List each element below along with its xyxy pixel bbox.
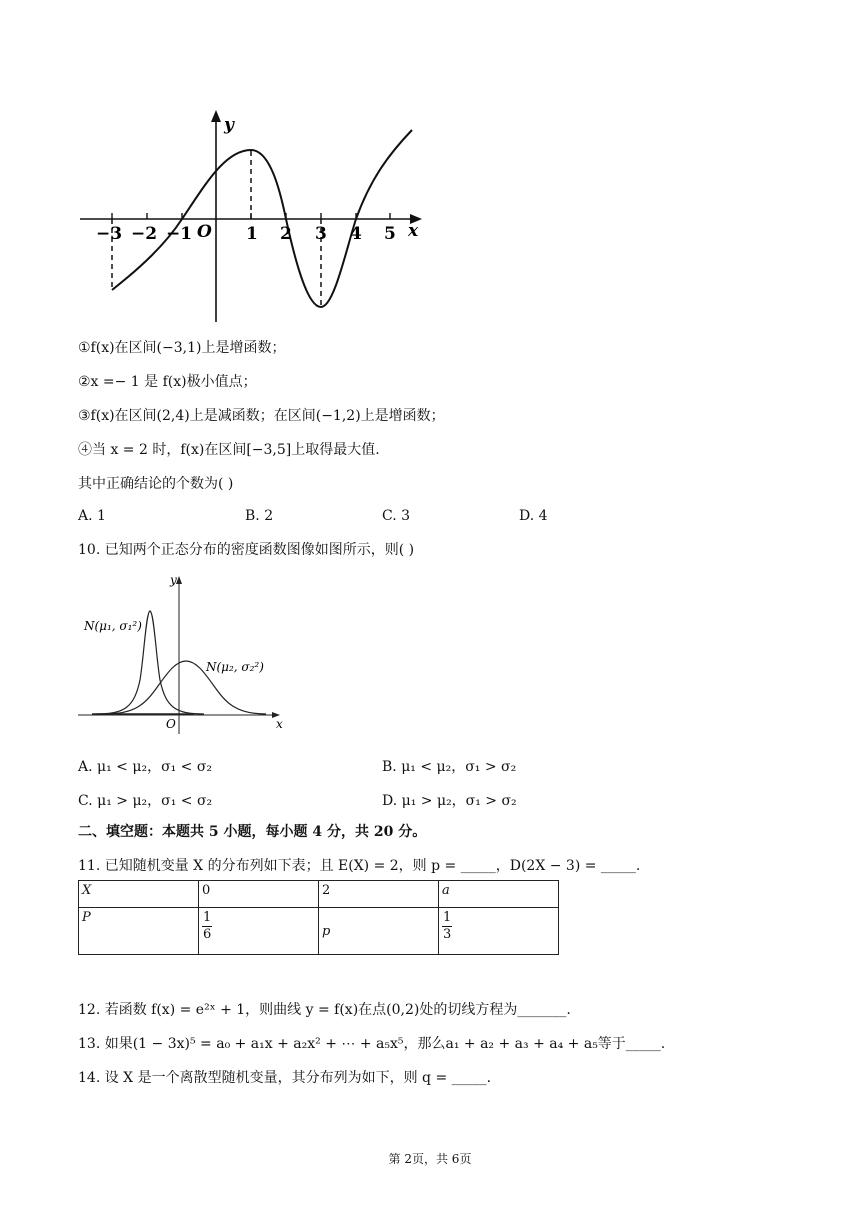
x-tick-label: −2 (131, 224, 158, 244)
table-row (79, 908, 559, 955)
y-axis-label: y (170, 573, 177, 587)
q10-option-d: D. μ₁ > μ₂，σ₁ > σ₂ (382, 793, 517, 809)
table-cell (199, 908, 319, 955)
y-axis-arrow (176, 576, 182, 584)
q13-text: 13. 如果(1 − 3x)⁵ = a₀ + a₁x + a₂x² + ⋯ + a₅x⁵，那么a₁ + a₂ + a₃ + a₄ + a₅等于_____. (78, 1036, 666, 1052)
x-tick-label: 2 (280, 224, 292, 244)
table-cell: X (79, 881, 199, 908)
origin-label: O (197, 222, 212, 242)
table-cell: p (319, 908, 439, 955)
fraction: $\frac{1}{3}$ (443, 910, 452, 942)
table-cell: P (79, 908, 199, 955)
x-tick-label: 5 (384, 224, 396, 244)
fraction: $\frac{1}{6}$ (203, 910, 212, 942)
curve-n1-label: N(μ₁, σ₁²) (84, 619, 142, 633)
q9-prompt: 其中正确结论的个数为( ) (78, 476, 234, 492)
x-tick-label: 4 (350, 224, 362, 244)
table-row (79, 881, 559, 908)
origin-label: O (166, 717, 176, 731)
q10-option-b: B. μ₁ < μ₂，σ₁ > σ₂ (382, 759, 517, 775)
function-graph (70, 100, 430, 330)
q9-option-b: B. 2 (245, 508, 274, 524)
q9-statement-4: ④当 x = 2 时，f(x)在区间[−3,5]上取得最大值. (78, 442, 380, 458)
q9-statement-3: ③f(x)在区间(2,4)上是减函数；在区间(−1,2)上是增函数； (78, 408, 445, 424)
q9-option-a: A. 1 (78, 508, 106, 524)
q12-text: 12. 若函数 f(x) = e²ˣ + 1，则曲线 y = f(x)在点(0,2)处的切线方程为_______. (78, 1002, 571, 1018)
q10-text: 10. 已知两个正态分布的密度函数图像如图所示，则( ) (78, 542, 415, 558)
table-cell: a (439, 881, 559, 908)
q11-distribution-table (78, 880, 559, 955)
y-axis-label: y (224, 115, 234, 135)
section-title: 二、填空题：本题共 5 小题，每小题 4 分，共 20 分。 (78, 824, 427, 840)
q9-option-d: D. 4 (519, 508, 548, 524)
q11-text: 11. 已知随机变量 X 的分布列如下表；且 E(X) = 2，则 p = _____，D(2X − 3) = _____. (78, 858, 641, 874)
x-axis-label: x (408, 221, 419, 241)
page-footer: 第 2页，共 6页 (388, 1152, 472, 1166)
q9-statement-1: ①f(x)在区间(−3,1)上是增函数； (78, 340, 286, 356)
q9-option-c: C. 3 (382, 508, 411, 524)
q14-text: 14. 设 X 是一个离散型随机变量，其分布列为如下，则 q = _____. (78, 1070, 492, 1086)
x-tick-label: −1 (166, 224, 193, 244)
q9-statement-2: ②x =− 1 是 f(x)极小值点； (78, 374, 257, 390)
x-tick-label: −3 (96, 224, 123, 244)
x-tick-label: 1 (246, 224, 258, 244)
table-cell (439, 908, 559, 955)
table-cell: 0 (199, 881, 319, 908)
q10-option-c: C. μ₁ > μ₂，σ₁ < σ₂ (78, 793, 213, 809)
y-axis-arrow (211, 110, 221, 122)
x-axis-label: x (276, 717, 283, 731)
curve-n2-label: N(μ₂, σ₂²) (206, 660, 264, 674)
normal-distribution-graph (76, 568, 296, 738)
q10-option-a: A. μ₁ < μ₂，σ₁ < σ₂ (78, 759, 213, 775)
table-cell: 2 (319, 881, 439, 908)
x-tick-label: 3 (315, 224, 327, 244)
